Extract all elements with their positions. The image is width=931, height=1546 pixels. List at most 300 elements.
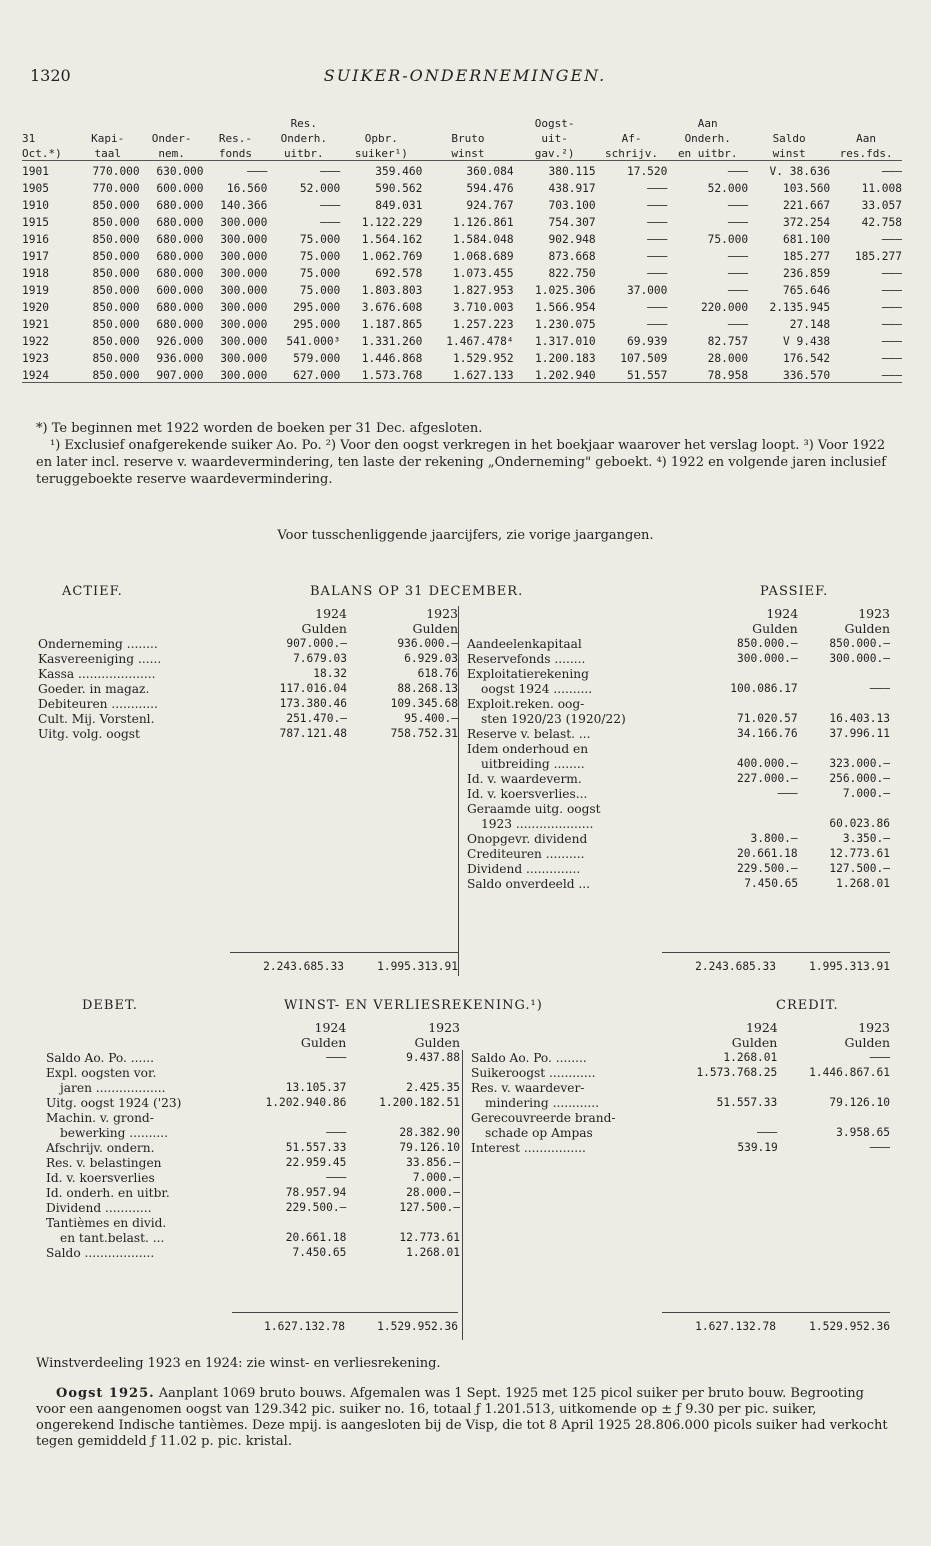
history-cell: 1.257.223 bbox=[452, 318, 514, 331]
history-header-cell bbox=[340, 115, 422, 130]
history-cell: 1.073.455 bbox=[452, 267, 514, 280]
history-cell: 1.529.952 bbox=[452, 352, 514, 365]
history-cell: 1.230.075 bbox=[535, 318, 596, 331]
history-header-bot bbox=[22, 145, 902, 161]
history-header-mid bbox=[22, 130, 902, 145]
debet-value-1924: 229.500.— bbox=[285, 1201, 347, 1214]
credit-total-1923: 1.529.952.36 bbox=[776, 1313, 890, 1335]
history-header-cell: Res. bbox=[290, 117, 318, 130]
history-row bbox=[22, 314, 902, 331]
history-cell: ——— bbox=[830, 161, 902, 179]
passief-row bbox=[459, 726, 891, 741]
debet-unit-1: Gulden bbox=[300, 1035, 347, 1050]
history-cell: 295.000 bbox=[293, 318, 341, 331]
passief-row bbox=[459, 816, 891, 831]
history-header-cell: Oogst- bbox=[534, 117, 575, 130]
passief-label: Saldo onverdeeld ... bbox=[459, 876, 697, 891]
history-cell: ——— bbox=[881, 233, 902, 246]
passief-value-1924 bbox=[696, 666, 798, 681]
credit-value-1924 bbox=[665, 1110, 778, 1125]
credit-value-1924 bbox=[665, 1080, 778, 1095]
history-cell: 300.000 bbox=[220, 352, 268, 365]
history-cell: 692.578 bbox=[375, 267, 423, 280]
history-cell: 1916 bbox=[22, 233, 49, 246]
passief-total-1923: 1.995.313.91 bbox=[776, 953, 890, 975]
passief-label: Reserve v. belast. ... bbox=[459, 726, 697, 741]
passief-value-1924: ——— bbox=[777, 787, 798, 800]
debet-value-1923: 28.382.90 bbox=[399, 1126, 460, 1139]
history-cell: 3.710.003 bbox=[452, 301, 514, 314]
history-cell: 680.000 bbox=[156, 199, 204, 212]
history-cell: 754.307 bbox=[548, 216, 596, 229]
debet-value-1923 bbox=[346, 1215, 460, 1230]
passief-label: Crediteuren .......... bbox=[459, 846, 697, 861]
debet-year-2: 1923 bbox=[428, 1020, 460, 1035]
pl-title: WINST- EN VERLIESREKENING.¹) bbox=[284, 998, 543, 1013]
history-cell: 850.000 bbox=[92, 284, 140, 297]
history-header-cell: gav.²) bbox=[534, 147, 575, 160]
history-cell: 221.667 bbox=[783, 199, 831, 212]
history-row bbox=[22, 297, 902, 314]
history-cell: 770.000 bbox=[76, 161, 140, 179]
debet-label: Id. v. koersverlies bbox=[46, 1171, 155, 1185]
history-cell: 1.564.162 bbox=[361, 233, 423, 246]
history-cell: 680.000 bbox=[156, 216, 204, 229]
history-cell: 924.767 bbox=[466, 199, 514, 212]
history-cell: 873.668 bbox=[548, 250, 596, 263]
history-cell: ——— bbox=[647, 318, 668, 331]
balance-right-title: PASSIEF. bbox=[760, 584, 829, 599]
history-cell: 541.000³ bbox=[286, 335, 341, 348]
passief-value-1923: 300.000.— bbox=[829, 652, 890, 665]
passief-value-1923: ——— bbox=[869, 682, 890, 695]
passief-label: Reservefonds ........ bbox=[459, 651, 697, 666]
history-cell: 850.000 bbox=[92, 267, 140, 280]
history-cell: ——— bbox=[647, 301, 668, 314]
history-header-cell: taal bbox=[94, 147, 121, 160]
history-cell: 765.646 bbox=[783, 284, 831, 297]
actief-value-1924: 7.679.03 bbox=[293, 652, 347, 665]
debet-value-1923: 33.856.— bbox=[406, 1156, 460, 1169]
credit-label: schade op Ampas bbox=[463, 1125, 665, 1140]
passief-row bbox=[459, 636, 891, 651]
debet-row bbox=[46, 1170, 460, 1185]
actief-value-1923: 758.752.31 bbox=[390, 727, 458, 740]
debet-label: Saldo Ao. Po. ...... bbox=[46, 1051, 155, 1065]
history-cell: 1922 bbox=[22, 335, 49, 348]
history-cell: 1.317.010 bbox=[535, 335, 596, 348]
credit-value-1923: ——— bbox=[869, 1141, 890, 1154]
passief-value-1924 bbox=[696, 801, 798, 816]
credit-row bbox=[463, 1095, 891, 1110]
passief-value-1923 bbox=[798, 696, 890, 711]
history-cell: 822.750 bbox=[548, 267, 596, 280]
history-cell: 850.000 bbox=[92, 233, 140, 246]
debet-row bbox=[46, 1065, 460, 1080]
debet-label: bewerking .......... bbox=[60, 1126, 169, 1140]
history-cell: 1.200.183 bbox=[535, 352, 596, 365]
history-row bbox=[22, 348, 902, 365]
debet-value-1924: 7.450.65 bbox=[292, 1246, 347, 1259]
passief-value-1923: 127.500.— bbox=[829, 862, 890, 875]
passief-value-1924: 300.000.— bbox=[737, 652, 798, 665]
history-cell: 1923 bbox=[22, 352, 49, 365]
actief-row bbox=[38, 696, 458, 711]
page-header bbox=[30, 66, 900, 90]
debet-label: jaren .................. bbox=[60, 1081, 166, 1095]
passief-row bbox=[459, 801, 891, 816]
history-cell: ——— bbox=[727, 267, 749, 280]
actief-label: Cult. Mij. Vorstenl. bbox=[38, 712, 155, 726]
credit-row bbox=[463, 1080, 891, 1095]
history-header-cell: 31 bbox=[22, 132, 36, 145]
balance-passief-table bbox=[458, 606, 890, 891]
history-cell: 1901 bbox=[22, 161, 76, 179]
footnotes bbox=[36, 420, 896, 488]
actief-label: Uitg. volg. oogst bbox=[38, 727, 140, 741]
actief-label: Kassa .................... bbox=[38, 667, 156, 681]
history-cell: 438.917 bbox=[548, 182, 596, 195]
passief-row bbox=[459, 681, 891, 696]
passief-label: Idem onderhoud en bbox=[459, 741, 697, 756]
history-header-cell: winst bbox=[451, 147, 485, 160]
passief-row bbox=[459, 831, 891, 846]
passief-value-1924 bbox=[696, 741, 798, 756]
winstverdeeling-note: Winstverdeeling 1923 en 1924: zie winst- en verliesrekening. bbox=[36, 1356, 441, 1371]
history-cell: 1918 bbox=[22, 267, 49, 280]
history-header-cell: fonds bbox=[218, 147, 252, 160]
debet-value-1923: 9.437.88 bbox=[406, 1051, 460, 1064]
passief-value-1924: 71.020.57 bbox=[737, 712, 798, 725]
debet-label: Saldo .................. bbox=[46, 1246, 155, 1260]
history-cell: 75.000 bbox=[299, 284, 341, 297]
debet-row bbox=[46, 1110, 460, 1125]
history-cell: 680.000 bbox=[156, 301, 204, 314]
history-cell: ——— bbox=[647, 199, 668, 212]
passief-row bbox=[459, 786, 891, 801]
history-cell: 770.000 bbox=[92, 182, 140, 195]
history-cell: 1.827.953 bbox=[452, 284, 514, 297]
actief-value-1923: 6.929.03 bbox=[404, 652, 458, 665]
passief-value-1923: 256.000.— bbox=[829, 772, 890, 785]
balance-title: BALANS OP 31 DECEMBER. bbox=[310, 584, 524, 599]
actief-label: Kasvereeniging ...... bbox=[38, 652, 162, 666]
passief-value-1924: 227.000.— bbox=[737, 772, 798, 785]
history-header-top bbox=[22, 115, 902, 130]
history-cell: 1920 bbox=[22, 301, 49, 314]
history-cell: 680.000 bbox=[156, 233, 204, 246]
actief-value-1923: 936.000.— bbox=[397, 637, 458, 650]
history-header-cell bbox=[422, 115, 513, 130]
history-cell: 1.025.306 bbox=[535, 284, 596, 297]
passief-value-1923: 323.000.— bbox=[829, 757, 890, 770]
debet-value-1924: 1.202.940.86 bbox=[265, 1096, 347, 1109]
passief-row bbox=[459, 651, 891, 666]
actief-total-1923: 1.995.313.91 bbox=[344, 953, 458, 975]
actief-value-1924: 787.121.48 bbox=[279, 727, 347, 740]
debet-value-1923: 28.000.— bbox=[406, 1186, 460, 1199]
history-cell: 236.859 bbox=[783, 267, 831, 280]
passief-label: Exploit.reken. oog- bbox=[459, 696, 697, 711]
passief-value-1924: 3.800.— bbox=[750, 832, 798, 845]
actief-value-1923: 109.345.68 bbox=[390, 697, 458, 710]
history-cell: 107.509 bbox=[620, 352, 668, 365]
history-cell: ——— bbox=[647, 233, 668, 246]
actief-label: Goeder. in magaz. bbox=[38, 682, 150, 696]
see-previous-note: Voor tusschenliggende jaarcijfers, zie vorige jaargangen. bbox=[277, 528, 654, 543]
balance-actief-table bbox=[38, 606, 458, 741]
actief-value-1923: 88.268.13 bbox=[397, 682, 458, 695]
history-cell: 75.000 bbox=[299, 267, 341, 280]
passief-value-1923 bbox=[798, 741, 890, 756]
history-cell: 1924 bbox=[22, 365, 76, 383]
history-cell: 300.000 bbox=[220, 216, 268, 229]
history-header-cell: uit- bbox=[541, 132, 568, 145]
history-cell: 680.000 bbox=[156, 267, 204, 280]
credit-year-1: 1924 bbox=[745, 1020, 778, 1035]
credit-label: mindering ............ bbox=[463, 1095, 665, 1110]
history-cell: 75.000 bbox=[707, 233, 749, 246]
debet-value-1924: 22.959.45 bbox=[285, 1156, 347, 1169]
credit-year-2: 1923 bbox=[858, 1020, 890, 1035]
passief-value-1924 bbox=[696, 696, 798, 711]
debet-total-1923: 1.529.952.36 bbox=[345, 1313, 458, 1335]
history-row bbox=[22, 195, 902, 212]
debet-value-1924: 13.105.37 bbox=[285, 1081, 347, 1094]
history-cell: 850.000 bbox=[92, 352, 140, 365]
history-cell: 140.366 bbox=[220, 199, 268, 212]
history-cell: 380.115 bbox=[514, 161, 596, 179]
history-cell: 1921 bbox=[22, 318, 49, 331]
actief-row bbox=[38, 666, 458, 681]
history-cell: 1910 bbox=[22, 199, 49, 212]
passief-value-1923 bbox=[798, 801, 890, 816]
footnotes-numbered: ¹) Exclusief onafgerekende suiker Ao. Po. ²) Voor den oogst verkregen in het boekjaar waarover het verslag loopt. ³) Voor 1922 en later incl. reserve v. waardevermindering, ten laste der rekening „Onderneming" geboekt. ⁴) 1922 en volgende jaren inclusief teruggeboekte reserve waardevermindering. bbox=[36, 438, 887, 487]
debet-row bbox=[46, 1155, 460, 1170]
credit-value-1924: 539.19 bbox=[737, 1141, 778, 1154]
history-cell: 1.126.861 bbox=[452, 216, 514, 229]
passief-label: Id. v. waardeverm. bbox=[459, 771, 697, 786]
passief-label: Dividend .............. bbox=[459, 861, 697, 876]
passief-value-1924: 850.000.— bbox=[737, 637, 798, 650]
passief-value-1923: 60.023.86 bbox=[829, 817, 890, 830]
passief-unit-1: Gulden bbox=[752, 621, 798, 636]
history-cell: V 9.438 bbox=[783, 335, 831, 348]
passief-label: Exploitatierekening bbox=[459, 666, 697, 681]
debet-value-1924: 78.957.94 bbox=[285, 1186, 347, 1199]
history-header-cell: Aan bbox=[697, 117, 718, 130]
history-cell: ——— bbox=[881, 335, 902, 348]
debet-row bbox=[46, 1080, 460, 1095]
passief-value-1923: 850.000.— bbox=[829, 637, 890, 650]
actief-row bbox=[38, 726, 458, 741]
credit-row bbox=[463, 1140, 891, 1155]
history-header-cell: Bruto bbox=[451, 132, 485, 145]
debet-value-1923: 1.200.182.51 bbox=[379, 1096, 460, 1109]
history-cell: 17.520 bbox=[596, 161, 668, 179]
credit-row bbox=[463, 1065, 891, 1080]
oogst-text: Aanplant 1069 bruto bouws. Afgemalen was 1 Sept. 1925 met 125 picol suiker per bruto bouw. Begrooting voor een aangenomen oogst van 129.342 pic. suiker no. 16, totaal ƒ 1.201.513, uitkomende op ± ƒ 9.30 per pic. suiker, ongerekend Indische tantièmes. Deze mpij. is aangesloten bij de Visp, die tot 8 April 1925 28.806.000 picols suiker had verkocht tegen gemiddeld ƒ 11.02 p. pic. kristal. bbox=[36, 1386, 888, 1449]
history-row bbox=[22, 161, 902, 179]
history-cell: ——— bbox=[647, 216, 668, 229]
history-cell: 359.460 bbox=[340, 161, 422, 179]
history-cell: 69.939 bbox=[626, 335, 668, 348]
history-cell: 1.202.940 bbox=[514, 365, 596, 383]
history-cell: 1.062.769 bbox=[361, 250, 423, 263]
history-cell: 37.000 bbox=[626, 284, 668, 297]
history-header-cell: Af- bbox=[621, 132, 642, 145]
history-header-cell bbox=[748, 115, 830, 130]
debet-label: Uitg. oogst 1924 ('23) bbox=[46, 1096, 182, 1110]
debet-value-1923: 79.126.10 bbox=[399, 1141, 460, 1154]
history-cell: 1.467.478⁴ bbox=[446, 335, 514, 348]
history-cell: 300.000 bbox=[220, 318, 268, 331]
passief-value-1923: 3.350.— bbox=[842, 832, 890, 845]
history-row bbox=[22, 229, 902, 246]
credit-value-1924: 1.268.01 bbox=[723, 1051, 778, 1064]
history-cell: 33.057 bbox=[861, 199, 902, 212]
credit-value-1924: ——— bbox=[757, 1126, 778, 1139]
history-header-cell: Oct.*) bbox=[22, 147, 62, 160]
actief-value-1924: 117.016.04 bbox=[279, 682, 347, 695]
passief-label: sten 1920/23 (1920/22) bbox=[459, 711, 697, 726]
history-cell: 300.000 bbox=[220, 233, 268, 246]
debet-value-1924: ——— bbox=[326, 1051, 347, 1064]
history-cell: 1915 bbox=[22, 216, 49, 229]
passief-label: Id. v. koersverlies... bbox=[459, 786, 697, 801]
oogst-paragraph bbox=[36, 1386, 896, 1450]
actief-value-1924: 173.380.46 bbox=[279, 697, 347, 710]
debet-label: Afschrijv. ondern. bbox=[46, 1141, 155, 1155]
debet-label: Dividend ............ bbox=[46, 1201, 152, 1215]
balance-divider bbox=[458, 606, 459, 976]
history-cell: 907.000 bbox=[140, 365, 204, 383]
history-cell: 703.100 bbox=[548, 199, 596, 212]
history-cell: ——— bbox=[727, 216, 749, 229]
actief-label: Onderneming ........ bbox=[38, 637, 158, 651]
debet-value-1924: ——— bbox=[326, 1126, 347, 1139]
passief-row bbox=[459, 846, 891, 861]
history-cell: 176.542 bbox=[783, 352, 831, 365]
history-cell: 1905 bbox=[22, 182, 49, 195]
credit-label: Res. v. waardever- bbox=[463, 1080, 665, 1095]
history-row bbox=[22, 331, 902, 348]
credit-unit-1: Gulden bbox=[731, 1035, 778, 1050]
debet-value-1924: 20.661.18 bbox=[285, 1231, 347, 1244]
passief-label: Geraamde uitg. oogst bbox=[459, 801, 697, 816]
history-cell: 11.008 bbox=[861, 182, 902, 195]
pl-right-title: CREDIT. bbox=[776, 998, 839, 1013]
passief-value-1924: 34.166.76 bbox=[737, 727, 798, 740]
history-cell: ——— bbox=[267, 161, 340, 179]
history-cell: 300.000 bbox=[220, 284, 268, 297]
credit-value-1923 bbox=[778, 1080, 890, 1095]
history-cell: 2.135.945 bbox=[769, 301, 831, 314]
credit-row bbox=[463, 1110, 891, 1125]
page-number: 1320 bbox=[30, 66, 71, 85]
history-header-cell: Res.- bbox=[218, 132, 252, 145]
history-cell: 300.000 bbox=[220, 335, 268, 348]
actief-label: Debiteuren ............ bbox=[38, 697, 158, 711]
history-cell: 372.254 bbox=[783, 216, 831, 229]
history-cell: 627.000 bbox=[267, 365, 340, 383]
actief-row bbox=[38, 651, 458, 666]
credit-value-1923 bbox=[778, 1110, 890, 1125]
history-cell: 336.570 bbox=[748, 365, 830, 383]
history-cell: 75.000 bbox=[299, 250, 341, 263]
credit-value-1923: 3.958.65 bbox=[836, 1126, 890, 1139]
actief-row bbox=[38, 636, 458, 651]
history-cell: 681.100 bbox=[783, 233, 831, 246]
actief-unit-2: Gulden bbox=[412, 621, 458, 636]
debet-label: Res. v. belastingen bbox=[46, 1156, 162, 1170]
debet-row bbox=[46, 1095, 460, 1110]
pl-credit-table bbox=[462, 1020, 890, 1155]
history-header-cell bbox=[204, 115, 268, 130]
history-cell: ——— bbox=[667, 161, 748, 179]
debet-year-1: 1924 bbox=[314, 1020, 347, 1035]
history-header-cell: Kapi- bbox=[91, 132, 125, 145]
passief-value-1923 bbox=[798, 666, 890, 681]
passief-row bbox=[459, 741, 891, 756]
history-cell: 1.122.229 bbox=[361, 216, 423, 229]
passief-total-1924: 2.243.685.33 bbox=[662, 953, 776, 975]
passief-value-1924 bbox=[696, 816, 798, 831]
passief-value-1924: 20.661.18 bbox=[737, 847, 798, 860]
history-table bbox=[22, 115, 902, 383]
history-cell: ——— bbox=[647, 250, 668, 263]
debet-value-1923 bbox=[346, 1065, 460, 1080]
actief-total-1924: 2.243.685.33 bbox=[230, 953, 344, 975]
passief-row bbox=[459, 666, 891, 681]
history-cell: 16.560 bbox=[226, 182, 268, 195]
actief-unit-1: Gulden bbox=[301, 621, 347, 636]
history-header-cell: en uitbr. bbox=[677, 147, 738, 160]
history-cell: 926.000 bbox=[156, 335, 204, 348]
debet-label: en tant.belast. ... bbox=[60, 1231, 165, 1245]
history-cell: 300.000 bbox=[220, 250, 268, 263]
credit-label: Interest ................ bbox=[463, 1140, 665, 1155]
debet-value-1924 bbox=[233, 1215, 347, 1230]
passief-row bbox=[459, 711, 891, 726]
history-header-cell: Onder- bbox=[151, 132, 192, 145]
debet-value-1923 bbox=[346, 1110, 460, 1125]
passief-value-1923: 37.996.11 bbox=[829, 727, 890, 740]
debet-row bbox=[46, 1245, 460, 1260]
history-cell: 936.000 bbox=[156, 352, 204, 365]
history-cell: 600.000 bbox=[156, 182, 204, 195]
history-cell: 28.000 bbox=[707, 352, 749, 365]
history-cell: 850.000 bbox=[76, 365, 140, 383]
credit-row bbox=[463, 1125, 891, 1140]
debet-value-1924 bbox=[233, 1110, 347, 1125]
history-header-cell bbox=[830, 115, 902, 130]
history-cell: 1.446.868 bbox=[361, 352, 423, 365]
history-cell: 579.000 bbox=[293, 352, 341, 365]
passief-value-1923: 12.773.61 bbox=[829, 847, 890, 860]
history-cell: 360.084 bbox=[422, 161, 513, 179]
debet-row bbox=[46, 1200, 460, 1215]
history-header-cell bbox=[140, 115, 204, 130]
history-cell: ——— bbox=[727, 284, 749, 297]
credit-value-1923: ——— bbox=[869, 1051, 890, 1064]
history-cell: 78.958 bbox=[667, 365, 748, 383]
credit-label: Saldo Ao. Po. ........ bbox=[463, 1050, 665, 1065]
history-cell: 1.566.954 bbox=[535, 301, 596, 314]
debet-value-1924: 51.557.33 bbox=[285, 1141, 347, 1154]
history-cell: 850.000 bbox=[92, 301, 140, 314]
history-cell: 1.187.865 bbox=[361, 318, 423, 331]
